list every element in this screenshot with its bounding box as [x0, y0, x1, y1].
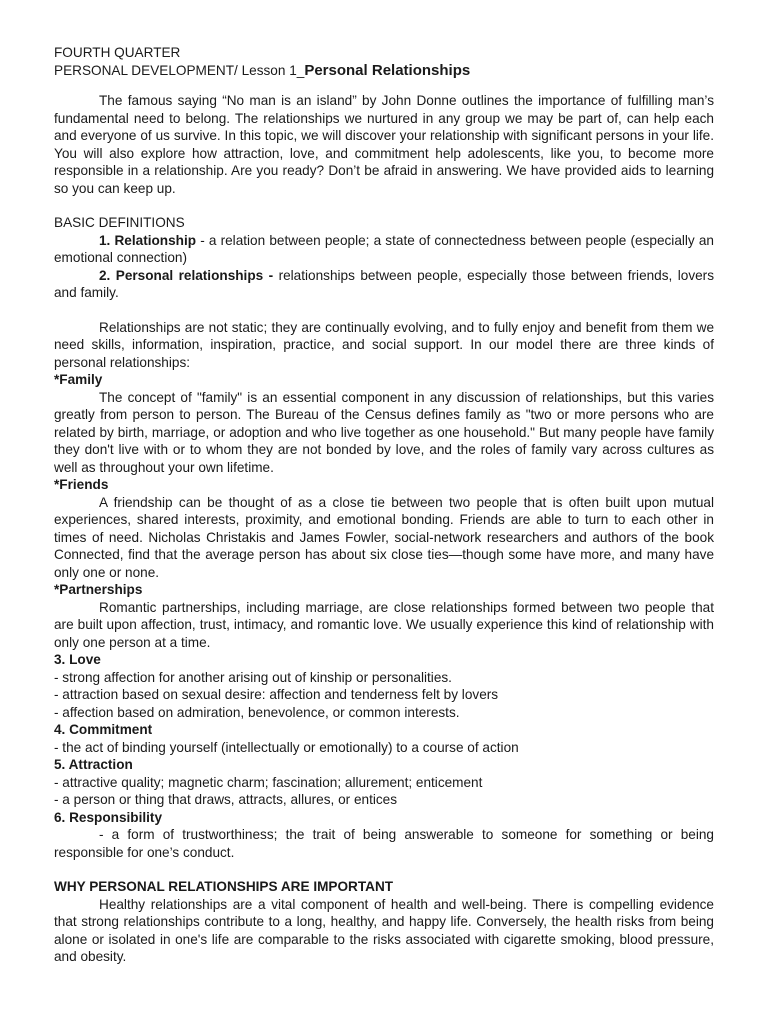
document-body — [54, 44, 714, 966]
responsibility-label: 6. Responsibility — [54, 809, 163, 825]
basic-definitions-heading: BASIC DEFINITIONS — [54, 215, 185, 230]
love-label: 3. Love — [54, 652, 101, 667]
love-item: - affection based on admiration, benevolence, or common interests. — [54, 704, 460, 720]
kinds-intro-paragraph: Relationships are not static; they are continually evolving, and to fully enjoy and benefit from them we need skills, information, inspiration, practice, and social support. In our model there are three kinds of personal relationships: — [54, 319, 714, 370]
definition-personal-relationships — [54, 267, 714, 302]
family-label: *Family — [54, 372, 103, 387]
friends-label: *Friends — [54, 477, 109, 492]
intro-paragraph: The famous saying “No man is an island” by John Donne outlines the importance of fulfilling man’s fundamental need to belong. The relationships we nurtured in any group we may be part of, can help each and everyone of us survive. In this topic, we will discover your relationship with significant persons in your life. You will also explore how attraction, love, and commitment help adolescents, like you, to become more responsible in a relationship. Are you ready? Don’t be afraid in answering. We have provided aids to learning so you can keep up. — [54, 93, 714, 196]
definition-term: 1. Relationship — [99, 232, 197, 248]
subject-label: PERSONAL DEVELOPMENT/ Lesson 1_ — [54, 62, 305, 78]
commitment-item: - the act of binding yourself (intellectually or emotionally) to a course of action — [54, 739, 519, 755]
responsibility-paragraph: - a form of trustworthiness; the trait of being answerable to someone for something or being responsible for one’s conduct. — [54, 827, 714, 860]
definition-text: - a relation between people; a state of connectedness between people (especially an emotional connection) — [54, 232, 714, 265]
why-heading: WHY PERSONAL RELATIONSHIPS ARE IMPORTANT — [54, 879, 394, 894]
why-paragraph: Healthy relationships are a vital component of health and well-being. There is compelling evidence that strong relationships contribute to a long, healthy, and happy life. Conversely, the health risks from being alone or isolated in one's life are comparable to the risks associated with cigarette smoking, blood pressure, and obesity. — [54, 896, 714, 964]
family-paragraph: The concept of "family" is an essential component in any discussion of relationships, but this varies greatly from person to person. The Bureau of the Census defines family as "two or more persons who are related by birth, marriage, or adoption and who live together as one household." But many people have family they don't live with or to whom they are not bonded by love, and the roles of family vary across cultures as well as throughout your own lifetime. — [54, 389, 714, 475]
attraction-label: 5. Attraction — [54, 757, 133, 772]
love-item: - attraction based on sexual desire: affection and tenderness felt by lovers — [54, 687, 499, 702]
definition-text: relationships between people, especially those between friends, lovers and family. — [54, 267, 714, 300]
definition-relationship — [54, 232, 714, 267]
definition-term: 2. Personal relationships - — [99, 267, 274, 283]
partnerships-label: *Partnerships — [54, 582, 143, 597]
lesson-header — [54, 62, 714, 80]
love-item: - strong affection for another arising out of kinship or personalities. — [54, 669, 452, 685]
partnerships-paragraph: Romantic partnerships, including marriage, are close relationships formed between two people that are built upon affection, trust, intimacy, and romantic love. We usually experience this kind of relationship with only one person at a time. — [54, 599, 714, 650]
quarter-label: FOURTH QUARTER — [54, 45, 181, 60]
lesson-title: Personal Relationships — [304, 61, 471, 79]
commitment-label: 4. Commitment — [54, 722, 153, 737]
attraction-item: - a person or thing that draws, attracts, allures, or entices — [54, 792, 398, 807]
attraction-item: - attractive quality; magnetic charm; fascination; allurement; enticement — [54, 774, 483, 790]
friends-paragraph: A friendship can be thought of as a close tie between two people that is often built upon mutual experiences, shared interests, proximity, and emotional bonding. Friends are able to turn to each other in times of need. Nicholas Christakis and James Fowler, social-network researchers and authors of the book Connected, find that the average person has about six close ties—though some have more, and many have only one or none. — [54, 494, 714, 580]
